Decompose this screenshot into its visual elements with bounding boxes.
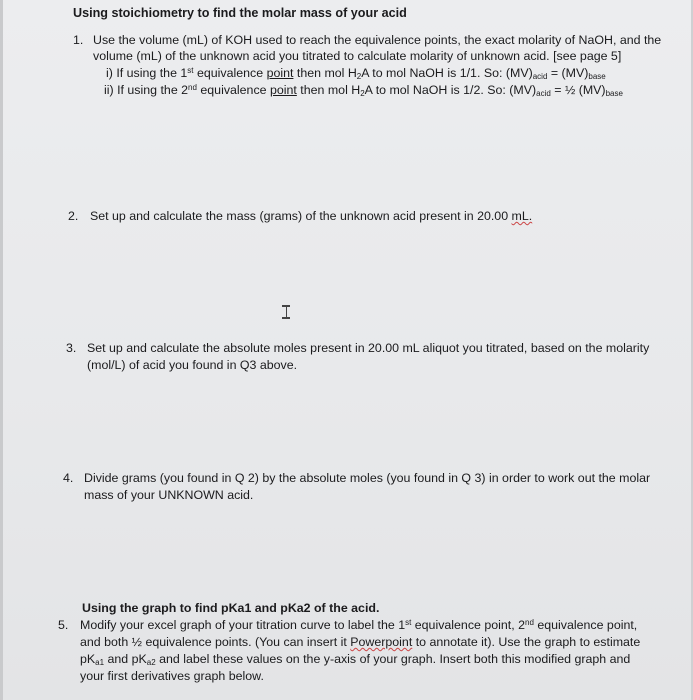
sub-ii-eq-acid-sub: acid [536, 89, 551, 98]
q5-l2-tail: to annotate it). Use the graph to estimate [412, 635, 641, 649]
q5-l1-mid: equivalence point, 2 [411, 618, 525, 632]
q5-l1-tail: equivalence point, [533, 618, 638, 632]
q5-pka2-sub: a2 [146, 658, 156, 667]
question-5-line-1 [80, 617, 637, 634]
question-5-line-2 [80, 634, 640, 651]
section-heading-graph: Using the graph to find pKa1 and pKa2 of the acid. [82, 601, 380, 615]
q5-pka2: and pK [104, 652, 147, 666]
sub-ii-text-tail: A to mol NaOH is 1/2. So: [364, 83, 510, 97]
sub-i-text-mid2: then mol H [293, 66, 357, 80]
sub-ii-text-mid: equivalence [196, 83, 270, 97]
sub-i-eq-base-sub: base [588, 72, 606, 81]
q5-l1-pre: Modify your excel graph of your titration curve to label the 1 [80, 618, 406, 632]
q5-l1-sup2: nd [525, 618, 534, 627]
sub-i-label: i) [106, 66, 113, 80]
sub-i-eq-base: = (MV) [547, 66, 589, 80]
question-4-line-1: Divide grams (you found in Q 2) by the absolute moles (you found in Q 3) in order to work out the molar [84, 471, 651, 485]
sub-ii-point-link: point [269, 83, 297, 97]
sub-i-eq-acid-sub: acid [532, 72, 548, 81]
sub-i-point-link: point [266, 66, 294, 80]
question-3-number: 3. [66, 341, 77, 355]
question-1-sub-ii [104, 82, 623, 99]
q5-pka1: pK [80, 652, 96, 666]
sub-ii-text-mid2: then mol H [296, 83, 361, 97]
sub-i-text-pre: If using the 1 [116, 66, 188, 80]
sub-ii-eq-base: = ½ (MV) [550, 83, 606, 97]
sub-ii-subscript: 2 [360, 89, 365, 98]
question-2-text [90, 208, 532, 225]
question-2-number: 2. [68, 209, 79, 223]
section-heading-stoichiometry: Using stoichiometry to find the molar mass of your acid [73, 6, 407, 20]
question-5-line-3 [80, 651, 630, 668]
question-3-line-1: Set up and calculate the absolute moles present in 20.00 mL aliquot you titrated, based on the molarity [87, 341, 650, 355]
text-cursor-icon [281, 304, 291, 320]
sub-ii-eq-base-sub: base [605, 89, 623, 98]
question-4-number: 4. [63, 471, 74, 485]
question-5-line-4: your first derivatives graph below. [80, 669, 264, 683]
sub-ii-sup: nd [188, 83, 197, 92]
question-1-line-2: volume (mL) of the unknown acid you titrated to calculate molarity of unknown acid. [see page 5] [93, 49, 622, 63]
sub-i-text-mid: equivalence [193, 66, 267, 80]
q5-l1-sup1: st [405, 618, 412, 627]
q5-powerpoint-word: Powerpoint [350, 635, 413, 649]
sub-i-text-tail: A to mol NaOH is 1/1. So: [361, 66, 506, 80]
page-edge-left [0, 0, 3, 700]
question-3-line-2: (mol/L) of acid you found in Q3 above. [87, 358, 298, 372]
sub-ii-eq-acid: (MV) [509, 83, 537, 97]
question-1-sub-i [106, 65, 606, 82]
sub-i-sup: st [187, 66, 194, 75]
question-1-line-1: Use the volume (mL) of KOH used to reach the equivalence points, the exact molarity of NaOH, and the [93, 33, 662, 47]
sub-ii-label: ii) [104, 83, 114, 97]
question-4-line-2: mass of your UNKNOWN acid. [84, 488, 254, 502]
question-5-number: 5. [58, 618, 69, 632]
q5-l3-tail: and label these values on the y-axis of your graph. Insert both this modified graph and [155, 652, 631, 666]
question-2-body: Set up and calculate the mass (grams) of the unknown acid present in 20.00 [90, 209, 512, 223]
sub-i-subscript: 2 [356, 72, 362, 81]
q5-pka1-sub: a1 [95, 658, 105, 667]
question-1-number: 1. [73, 33, 84, 47]
question-2-unit: mL. [511, 209, 533, 223]
q5-l2-pre: and both ½ equivalence points. (You can insert it [80, 635, 351, 649]
sub-ii-text-pre: If using the 2 [117, 83, 189, 97]
sub-i-eq-acid: (MV) [505, 66, 533, 80]
